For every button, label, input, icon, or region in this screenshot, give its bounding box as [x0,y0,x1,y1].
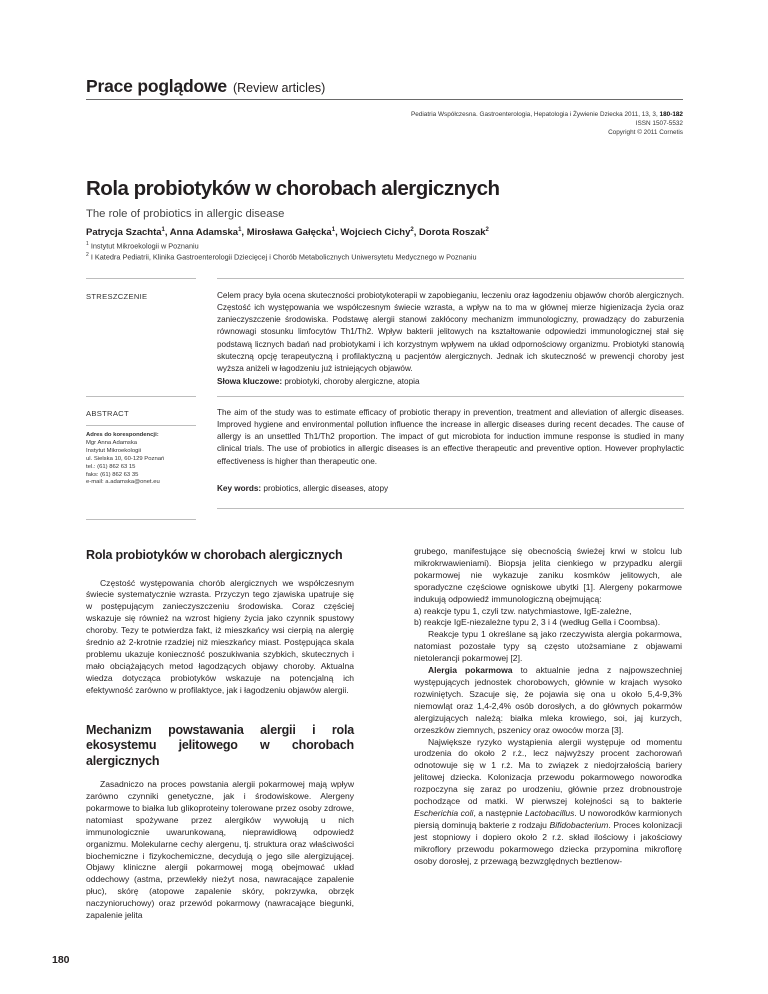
correspondence-box: Adres do korespondencji: Mgr Anna Adamska Instytut Mikroekologii ul. Sielska 10, 60-129 Poznań tel.: (61) 862 63 15 faks: (61) 862 63 35 e-mail: a.adamska@onet.eu [86,432,165,486]
page-number: 180 [52,954,70,966]
abstract-en-text: The aim of the study was to estimate efficacy of probiotic therapy in prevention, treatment and alleviation of allergic diseases. Improved hygiene and environmental pollution influence the increase in allergic diseases during recent decades. The cause of allergy is an unsettled Th1/Th2 proportion. The impact of gut microbiota for induction immune response is studied in many clinical trials. The use of probiotics in allergic diseases is an effective therapeutic and preventive option. However prophylactic effectiveness is higher than therapeutic one. [217,408,684,466]
body-paragraph: Alergia pokarmowa to aktualnie jedna z najpowszechniej występujących jednostek chorobowych, głównie w krajach wysoko rozwiniętych. Szacuje się, że pojawia się ona u około 5,4-9,3% niemowląt oraz 1,4-2,4% osób dorosłych, a do głównych pokarmów alergizujących należą: białka mleka krowiego, soi, jaj kurzych, orzeszków ziemnych, pszenicy oraz owoców morza [3]. [414,665,682,735]
section-name-en: (Review articles) [232,81,326,95]
copyright: Copyright © 2011 Cornetis [608,128,683,136]
body-paragraph: Reakcje typu 1 określane są jako rzeczywista alergia pokarmowa, natomiast pozostałe typy są często utożsamiane z objawami nietolerancji pokarmowej [2]. [414,629,682,664]
keywords-pl: Słowa kluczowe: probiotyki, choroby alergiczne, atopia [217,377,420,386]
abstract-en-rule-right [217,396,684,397]
body-right-column [414,546,682,867]
body-left-column [86,548,354,922]
correspondence-rule-bottom [86,519,196,520]
affiliation-1: $^1$ Instytut Mikroekologii w Poznaniu [86,241,199,251]
section-label [86,76,325,97]
header-rule [86,99,683,100]
abstract-en-rule-bottom [217,508,684,509]
abstract-pl-heading: STRESZCZENIE [86,292,148,301]
section-heading-1: Rola probiotyków w chorobach alergicznych [86,548,343,562]
journal-citation: Pediatria Współczesna. Gastroenterologia, Hepatologia i Żywienie Dziecka 2011, 13, 3, 180-182 ISSN 1507-5532 Copyright © 2011 Cornetis [410,111,683,136]
abstract-pl-rule-left [86,278,196,279]
article-subtitle: The role of probiotics in allergic disease [86,208,285,220]
author-list: Patrycja Szachta$^1$, Anna Adamska$^1$, Mirosława Gałęcka$^1$, Wojciech Cichy$^2$, Dorota Roszak$^2$ [86,227,489,239]
immune-response-list [414,606,682,630]
affiliation-2: $^2$ I Katedra Pediatrii, Klinika Gastroenterologii Dziecięcej i Chorób Metabolicznych Uniwersytetu Medycznego w Poznaniu [86,252,477,262]
body-paragraph: Zasadniczo na proces powstania alergii pokarmowej mają wpływ zarówno czynniki genetyczne, jak i środowiskowe. Alergeny pokarmowe to białka lub glikoproteiny tolerowane przez osoby zdrowe, natomiast spożywane przez alergików wywołują u nich immunologicznie uwarunkowaną, nieprawidłową odpowiedź organizmu. Molekularne cechy alergenu, tj. struktura oraz właściwości biochemiczne i fizykochemiczne, decydują o jego sile alergizującej. Objawy kliniczne alergii pokarmowej mogą obejmować układ oddechowy (astma, przewlekły nieżyt nosa, nawracające zapalenie płuc), skórę (atopowe zapalenie skóry, pokrzywka, obrzęk naczynioruchowy) oraz przewód pokarmowy (nawracające biegunki, zapalenie jelita [86,779,354,921]
citation-pages: 180-182 [659,111,683,118]
section-name: Prace poglądowe [86,76,227,96]
list-item: a) reakcje typu 1, czyli tzw. natychmiastowe, IgE-zależne, [414,605,632,616]
issn: ISSN 1507-5532 [635,119,683,127]
list-item: b) reakcje IgE-niezależne typu 2, 3 i 4 (według Gella i Coombsa). [414,617,661,628]
abstract-en-rule-left [86,396,196,397]
section-heading-2: Mechanizm powstawania alergii i rola ekosystemu jelitowego w chorobach alergicznych [86,722,354,768]
article-title: Rola probiotyków w chorobach alergicznych [86,177,500,200]
correspondence-rule [86,425,196,426]
body-paragraph: Częstość występowania chorób alergicznych we współczesnym świecie systematycznie wzrasta. Przyczyn tego zjawiska upatruje się w postępującym zanieczyszczeniu środowiska. Coraz częściej wskazuje się również na wzrost higieny życia jako czynnik spustowy choroby. Tezy te potwierdza fakt, iż mieszkańcy wsi cierpią na alergię średnio aż 2-krotnie rzadziej niż mieszkańcy miast. Postępująca skala problemu ukazuje konieczność poszukiwania szybkich, skutecznych i mało obciążających metod łagodzących objawy choroby. Aktualna wiedza dotycząca probiotyków wskazuje na potencjalną ich efektywność zarówno w profilaktyce, jak i łagodzeniu objawów alergii. [86,577,354,695]
abstract-pl-rule-right [217,278,684,279]
body-paragraph: Największe ryzyko wystąpienia alergii występuje od momentu urodzenia do około 2 r.ż., lecz najwyższy procent zachorowań odnotowuje się w 1 r.ż. Ma to związek z niedojrzałością bariery jelitowej dziecka. Kolonizacja przewodu pokarmowego noworodka rozpoczyna się zaraz po urodzeniu, głównie przez drobnoustroje pochodzące od matki. W pierwszej kolejności są to bakterie Escherichia coli, a następnie Lactobacillus. U noworodków karmionych piersią dominują bakterie z rodzaju Bifidobacterium. Proces kolonizacji jest stopniowy i dopiero około 2 r.ż. skład ilościowy i jakościowy mikroflory przewodu pokarmowego dziecka przypomina mikroflorę osoby dorosłej, z przewagą bezwzględnych beztlenow- [414,736,682,866]
body-paragraph: grubego, manifestujące się obecnością świeżej krwi w stolcu lub mikrokrwawieniami). Biopsja jelita cienkiego w przypadku alergii pokarmowej nie wykazuje zaniku kosmków jelitowych, ale sporadyczne częściowe ogniskowe ubytki [1]. Alergeny pokarmowe indukują odpowiedź immunologiczną obejmującą: [414,546,682,604]
abstract-en-heading: ABSTRACT [86,409,129,418]
abstract-pl-text: Celem pracy była ocena skuteczności probiotykoterapii w zapobieganiu, leczeniu oraz łagodzeniu objawów chorób alergicznych. Częstość ich występowania we współczesnym świecie wzrasta, a wpływ na to ma w głównej mierze higienizacja życia oraz zanieczyszczenie środowiska. Podstawę alergii stanowi zakłócony mechanizm immunologiczny, prowadzący do zaburzenia równowagi stosunku limfocytów Th1/Th2. Wpływ bakterii jelitowych na kształtowanie odpowiedzi immunologicznej stał się podstawą licznych badań nad probiotykami i ich korzystnym wpływem na układ odpornościowy organizmu. Probiotyki stanowią skuteczną opcję terapeutyczną i profilaktyczną u pacjentów alergicznych. Jednak ich skuteczność w prewencji choroby jest wyższa aniżeli w łagodzeniu już istniejących objawów. [217,291,684,373]
keywords-en: Key words: probiotics, allergic diseases, atopy [217,484,389,493]
